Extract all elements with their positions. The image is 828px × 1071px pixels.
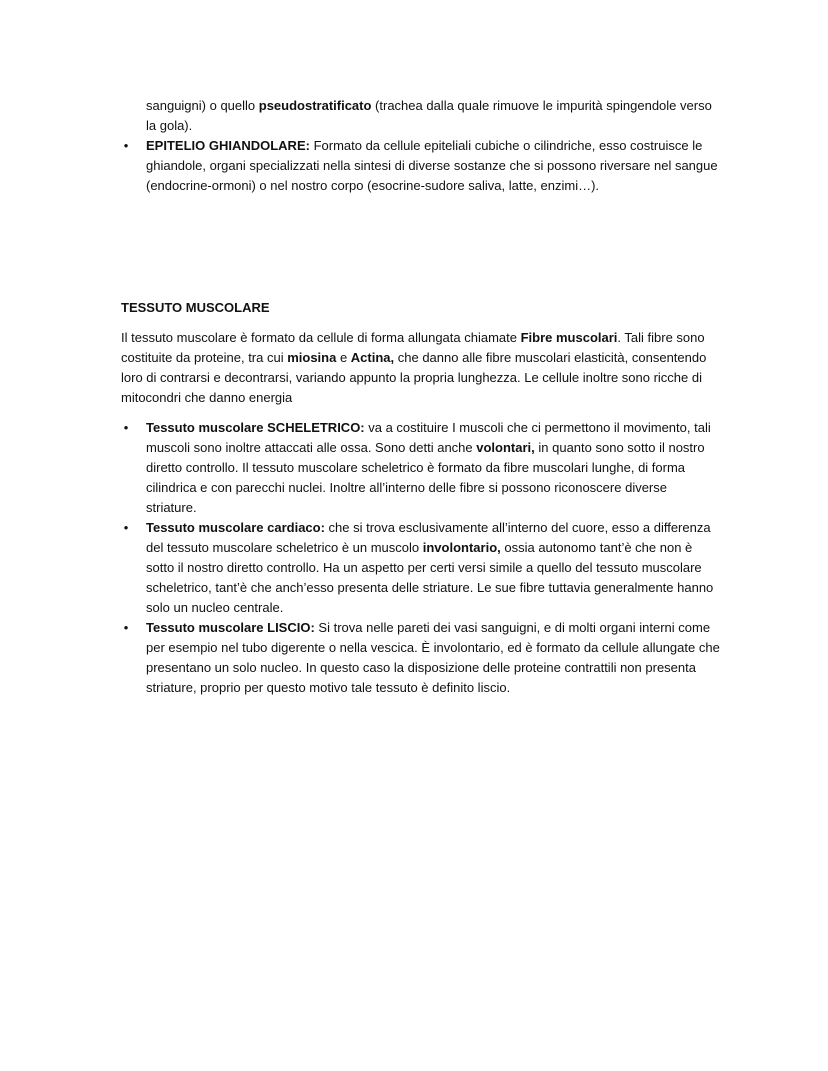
intro-text-2: . Tali fibre sono costituite da proteine, tra cui [121, 330, 705, 365]
list-item-scheletrico [121, 418, 721, 518]
intro-paragraph [121, 328, 721, 408]
item-bold: involontario, [422, 540, 501, 555]
intro-text-3: e [336, 350, 351, 365]
continuation-text: sanguigni) o quello [146, 98, 259, 113]
epithelium-section-tail [121, 96, 721, 196]
bullet-icon: • [123, 520, 129, 535]
continuation-bold: pseudostratificato [258, 98, 372, 113]
intro-bold-1: Fibre muscolari [520, 330, 618, 345]
item-title: Tessuto muscolare SCHELETRICO: [146, 420, 365, 435]
item-text-end: in quanto sono sotto il nostro diretto controllo. Il tessuto muscolare scheletrico è formato da fibre muscolari lunghe, di forma cilindrica e con parecchi nuclei. Inoltre all’interno delle fibre si possono riconoscere diverse striature. [146, 440, 705, 515]
continuation-paragraph [121, 96, 721, 136]
item-text: Si trova nelle pareti dei vasi sanguigni, e di molti organi interni come per esempio nel tubo digerente o nella vescica. È involontario, ed è formato da cellule allungate che presentano un solo nucleo. In questo caso la disposizione delle proteine contrattili non presenta striature, proprio per questo motivo tale tessuto è definito liscio. [146, 620, 720, 695]
continuation-text-end: (trachea dalla quale rimuove le impurità spingendole verso la gola). [146, 98, 712, 133]
intro-bold-3: Actina, [350, 350, 395, 365]
bullet-icon: • [123, 138, 129, 153]
list-item-cardiaco [121, 518, 721, 618]
item-text: va a costituire I muscoli che ci permettono il movimento, tali muscoli sono inoltre attaccati alle ossa. Sono detti anche [146, 420, 711, 455]
muscle-types-list [121, 418, 721, 698]
list-item-epitelio-ghiandolare [121, 136, 721, 196]
bullet-icon: • [123, 620, 129, 635]
item-text-end: ossia autonomo tant’è che non è sotto il nostro diretto controllo. Ha un aspetto per certi versi simile a quello del tessuto muscolare scheletrico, tant’è che anch’esso presenta delle striature. Le sue fibre tuttavia generalmente hanno solo un nucleo centrale. [146, 540, 714, 615]
list-item-liscio [121, 618, 721, 698]
item-bold: volontari, [476, 440, 535, 455]
intro-text-4: che danno alle fibre muscolari elasticità, consentendo loro di contrarsi e decontrarsi, variando appunto la propria lunghezza. Le cellule inoltre sono ricche di mitocondri che danno energia [121, 350, 707, 405]
section-heading: TESSUTO MUSCOLARE [121, 300, 270, 315]
item-title: Tessuto muscolare LISCIO: [146, 620, 315, 635]
epithelium-list [121, 136, 721, 196]
item-text: Formato da cellule epiteliali cubiche o cilindriche, esso costruisce le ghiandole, organi specializzati nella sintesi di diverse sostanze che si possono riversare nel sangue (endocrine-ormoni) o nel nostro corpo (esocrine-sudore saliva, latte, enzimi…). [146, 138, 718, 193]
intro-text-1: Il tessuto muscolare è formato da cellule di forma allungata chiamate [121, 330, 521, 345]
item-text: che si trova esclusivamente all’interno del cuore, esso a differenza del tessuto muscolare scheletrico è un muscolo [146, 520, 711, 555]
bullet-icon: • [123, 420, 129, 435]
item-title: Tessuto muscolare cardiaco: [146, 520, 325, 535]
intro-bold-2: miosina [287, 350, 337, 365]
item-title: EPITELIO GHIANDOLARE: [146, 138, 310, 153]
